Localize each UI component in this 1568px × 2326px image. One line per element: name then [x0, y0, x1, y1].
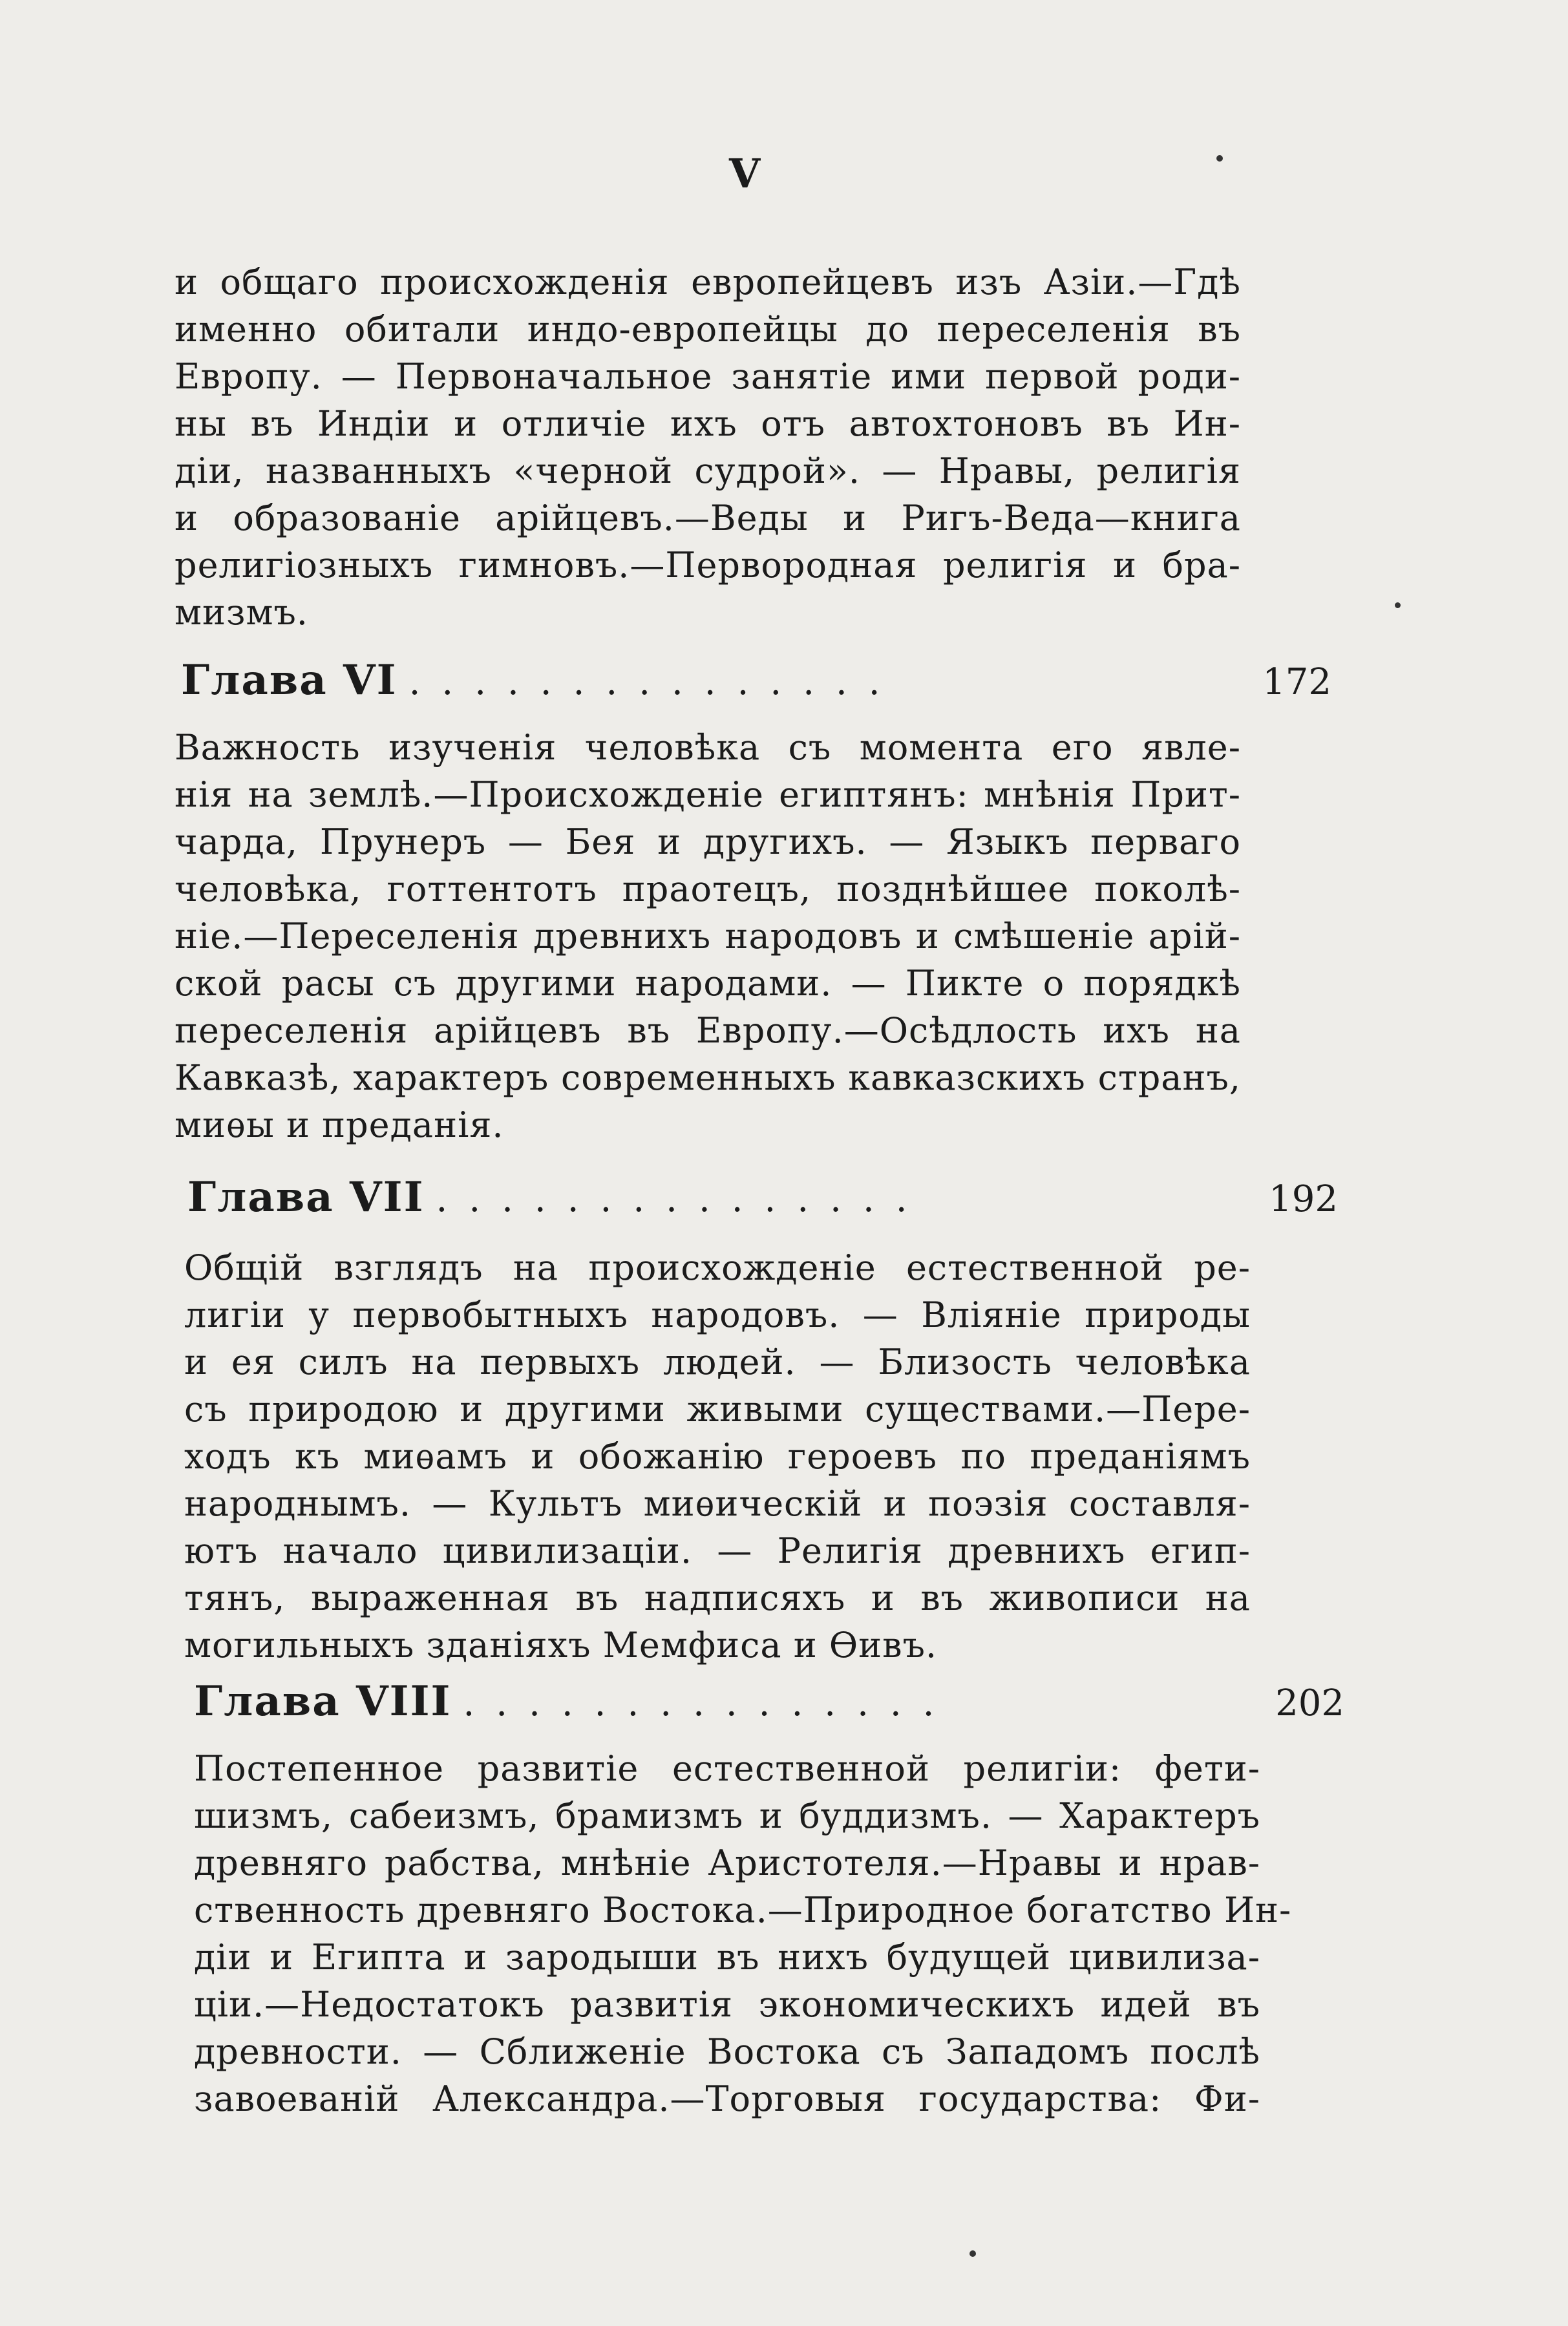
- text-line: тянъ, выраженная въ надписяхъ и въ живописи на: [184, 1578, 1251, 1618]
- chapter-summary: [175, 724, 1241, 1148]
- text-line: Общій взглядъ на происхожденіе естественной ре-: [184, 1247, 1251, 1288]
- text-line: могильныхъ зданіяхъ Мемфиса и Ѳивъ.: [184, 1625, 938, 1665]
- page-number: V: [729, 150, 761, 197]
- chapter-page-number: 202: [1275, 1682, 1344, 1724]
- text-line: и образованіе арійцевъ.—Веды и Ригъ-Веда—книга: [175, 498, 1241, 538]
- text-line: переселенія арійцевъ въ Европу.—Осѣдлость ихъ на: [175, 1010, 1241, 1051]
- text-line: народнымъ. — Культъ миѳическій и поэзія составля-: [184, 1483, 1251, 1524]
- text-line: нія на землѣ.—Происхожденіе египтянъ: мнѣнія Прит-: [175, 774, 1241, 815]
- leader-dots: ...............: [436, 1178, 929, 1220]
- text-line: именно обитали индо-европейцы до переселенія въ: [175, 309, 1241, 350]
- text-line: діи, названныхъ «черной судрой». — Нравы, религія: [175, 450, 1241, 491]
- paper-speck: [1216, 155, 1223, 162]
- text-line: съ природою и другими живыми существами.—Пере-: [184, 1389, 1251, 1430]
- text-line: діи и Египта и зародыши въ нихъ будущей цивилиза-: [194, 1937, 1260, 1978]
- text-line: древности. — Сближеніе Востока съ Западомъ послѣ: [194, 2031, 1260, 2072]
- text-line: древняго рабства, мнѣніе Аристотеля.—Нравы и нрав-: [194, 1843, 1260, 1883]
- text-line: чарда, Прунеръ — Бея и другихъ. — Языкъ перваго: [175, 821, 1241, 862]
- chapter-page-number: 172: [1262, 661, 1331, 703]
- chapter-title: Глава VII: [187, 1173, 425, 1221]
- intro-paragraph: [175, 259, 1241, 636]
- text-line: шизмъ, сабеизмъ, брамизмъ и буддизмъ. — Характеръ: [194, 1795, 1260, 1836]
- text-line: мизмъ.: [175, 592, 308, 633]
- chapter-title: Глава VIII: [194, 1677, 452, 1726]
- chapter-heading: [181, 656, 1331, 714]
- text-line: религіозныхъ гимновъ.—Первородная религія и бра-: [175, 545, 1241, 586]
- chapter-title: Глава VI: [181, 656, 397, 704]
- chapter-summary: [184, 1244, 1251, 1669]
- text-line: ютъ начало цивилизаціи. — Религія древнихъ егип-: [184, 1530, 1251, 1571]
- text-line: ціи.—Недостатокъ развитія экономическихъ идей въ: [194, 1984, 1260, 2025]
- text-line: лигіи у первобытныхъ народовъ. — Вліяніе природы: [184, 1295, 1251, 1335]
- text-line: и ея силъ на первыхъ людей. — Близость человѣка: [184, 1342, 1251, 1382]
- chapter-page-number: 192: [1269, 1178, 1338, 1220]
- text-line: миѳы и преданія.: [175, 1105, 504, 1145]
- text-line: Важность изученія человѣка съ момента его явле-: [175, 727, 1241, 768]
- text-line: Европу. — Первоначальное занятіе ими первой роди-: [175, 356, 1241, 397]
- chapter-heading: [187, 1173, 1338, 1231]
- leader-dots: ...............: [408, 661, 902, 703]
- chapter-heading: [194, 1677, 1344, 1735]
- paper-speck: [1395, 602, 1401, 608]
- text-line: человѣка, готтентотъ праотецъ, позднѣйшее поколѣ-: [175, 869, 1241, 909]
- text-line: и общаго происхожденія европейцевъ изъ Азіи.—Гдѣ: [175, 262, 1241, 302]
- chapter-summary: [194, 1745, 1292, 2122]
- text-line: Кавказѣ, характеръ современныхъ кавказскихъ странъ,: [175, 1057, 1241, 1098]
- text-line: ны въ Индіи и отличіе ихъ отъ автохтоновъ въ Ин-: [175, 403, 1241, 444]
- text-line: ской расы съ другими народами. — Пикте о порядкѣ: [175, 963, 1241, 1004]
- text-line: Постепенное развитіе естественной религіи: фети-: [194, 1748, 1260, 1789]
- text-line: завоеваній Александра.—Торговыя государства: Фи-: [194, 2078, 1260, 2119]
- leader-dots: ...............: [463, 1682, 956, 1724]
- text-line: ходъ къ миѳамъ и обожанію героевъ по преданіямъ: [184, 1436, 1251, 1477]
- paper-speck: [969, 2250, 976, 2257]
- text-line: ственность древняго Востока.—Природное богатство Ин-: [194, 1890, 1292, 1930]
- text-line: ніе.—Переселенія древнихъ народовъ и смѣшеніе арій-: [175, 916, 1241, 957]
